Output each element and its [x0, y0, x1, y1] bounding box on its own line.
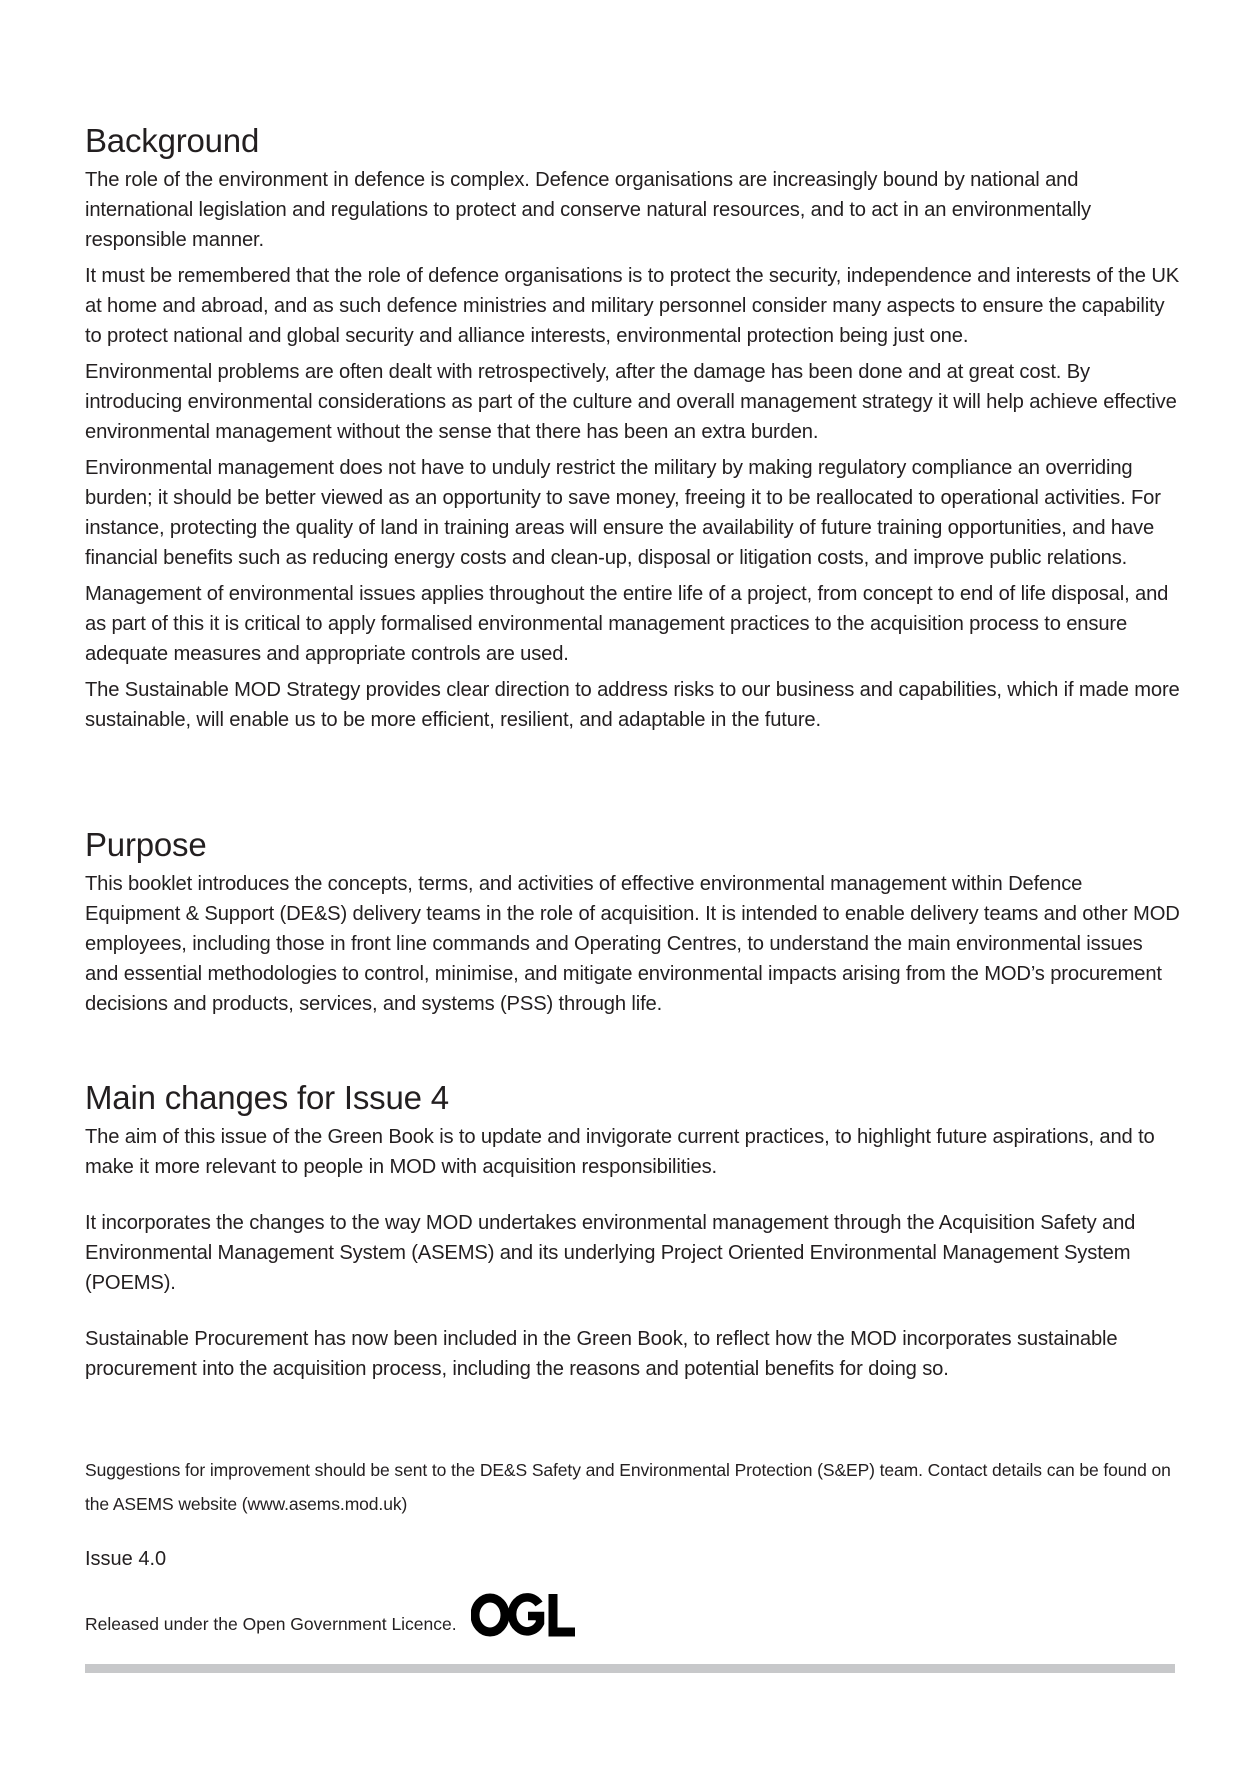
purpose-heading: Purpose [85, 826, 207, 863]
background-paragraph-6: The Sustainable MOD Strategy provides clear direction to address risks to our business and capabilities, which if made more sustainable, will enable us to be more efficient, resilient, and adaptable in the future. [85, 678, 1180, 731]
background-paragraph-1: The role of the environment in defence is complex. Defence organisations are increasingly bound by national and international legislation and regulations to protect and conserve natural resources, and to act in an environmentally responsible manner. [85, 168, 1091, 251]
background-paragraph-4: Environmental management does not have to unduly restrict the military by making regulatory compliance an overriding burden; it should be better viewed as an opportunity to save money, freeing it to be reallocated to operational activities. For instance, protecting the quality of land in training areas will ensure the availability of future training opportunities, and have financial benefits such as reducing energy costs and clean-up, disposal or litigation costs, and improve public relations. [85, 456, 1161, 569]
main-changes-heading: Main changes for Issue 4 [85, 1079, 449, 1116]
background-section [85, 121, 1180, 741]
main-changes-paragraph-2: It incorporates the changes to the way MOD undertakes environmental management through the Acquisition Safety and Environmental Management System (ASEMS) and its underlying Project Oriented Environmental Management System (POEMS). [85, 1211, 1136, 1294]
ogl-logo [471, 1590, 577, 1638]
background-heading: Background [85, 122, 260, 159]
background-paragraph-3: Environmental problems are often dealt with retrospectively, after the damage has been done and at great cost. By introducing environmental considerations as part of the culture and overall management strategy it will help achieve effective environmental management without the sense that there has been an extra burden. [85, 360, 1177, 443]
purpose-section [85, 825, 1180, 1025]
footer-divider [85, 1664, 1175, 1673]
licence-row [85, 1590, 577, 1638]
licence-text: Released under the Open Government Licence. [85, 1614, 457, 1634]
issue-number: Issue 4.0 [85, 1548, 167, 1570]
background-paragraph-5: Management of environmental issues applies throughout the entire life of a project, from concept to end of life disposal, and as part of this it is critical to apply formalised environmental management practices to the acquisition process to ensure adequate measures and appropriate controls are used. [85, 582, 1169, 665]
main-changes-paragraph-1: The aim of this issue of the Green Book is to update and invigorate current practices, to highlight future aspirations, and to make it more relevant to people in MOD with acquisition responsibilities. [85, 1125, 1155, 1178]
suggestions-note: Suggestions for improvement should be sent to the DE&S Safety and Environmental Protection (S&EP) team. Contact details can be found on the ASEMS website (www.asems.mod.uk) [85, 1460, 1171, 1514]
purpose-paragraph-1: This booklet introduces the concepts, terms, and activities of effective environmental management within Defence Equipment & Support (DE&S) delivery teams in the role of acquisition. It is intended to enable delivery teams and other MOD employees, including those in front line commands and Operating Centres, to understand the main environmental issues and essential methodologies to control, minimise, and mitigate environmental impacts arising from the MOD’s procurement decisions and products, services, and systems (PSS) through life. [85, 872, 1180, 1015]
main-changes-paragraph-3: Sustainable Procurement has now been included in the Green Book, to reflect how the MOD incorporates sustainable procurement into the acquisition process, including the reasons and potential benefits for doing so. [85, 1327, 1118, 1380]
background-paragraph-2: It must be remembered that the role of defence organisations is to protect the security, independence and interests of the UK at home and abroad, and as such defence ministries and military personnel consider many aspects to ensure the capability to protect national and global security and alliance interests, environmental protection being just one. [85, 264, 1180, 347]
main-changes-section [85, 1078, 1180, 1410]
